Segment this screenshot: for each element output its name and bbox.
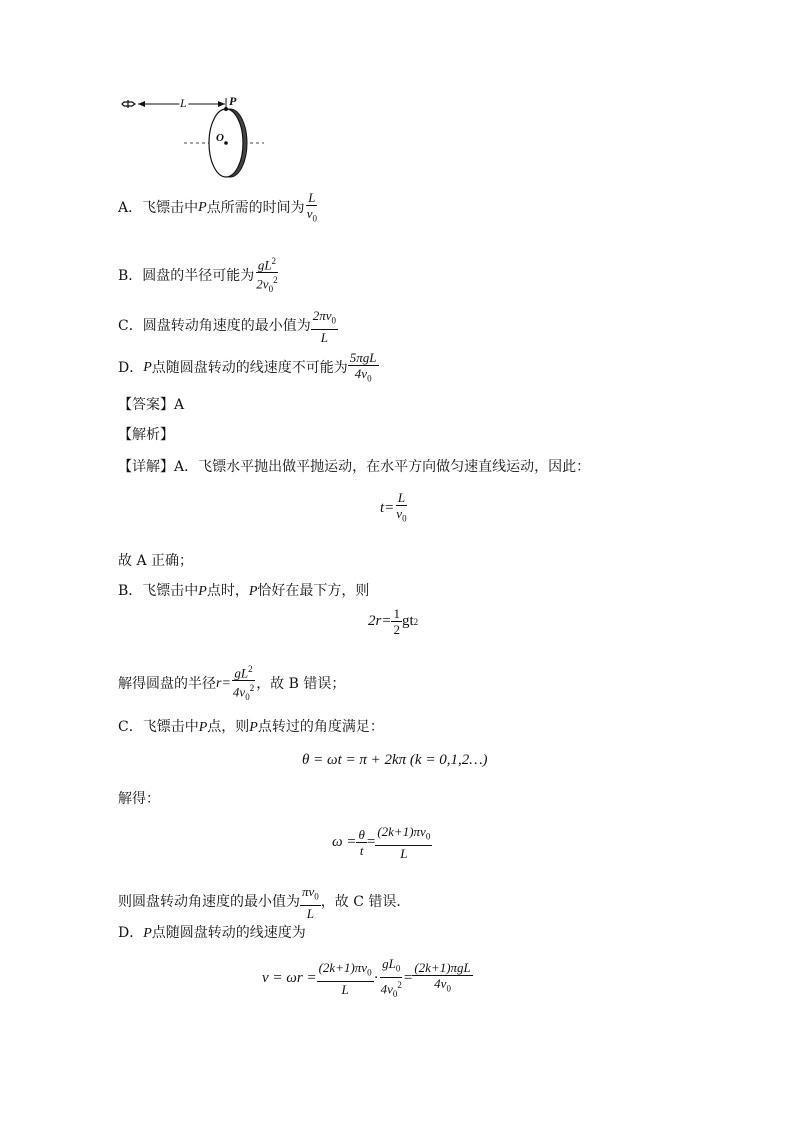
b-line — [118, 582, 369, 601]
eq5-den2-sup: 2 — [397, 979, 402, 990]
eq5-fraction-1 — [317, 960, 374, 997]
d-line-pre: D． — [118, 925, 144, 941]
solve-label: 解得： — [118, 791, 160, 807]
eq1-lhs: t= — [380, 499, 395, 516]
option-c-num-sub: 0 — [331, 315, 337, 326]
eq5-den3-sub: 0 — [446, 984, 451, 995]
eq1-num: L — [397, 490, 406, 505]
option-b-num-sup: 2 — [271, 256, 277, 266]
option-c — [118, 308, 338, 345]
option-b-num: gL — [257, 257, 272, 273]
d-line-var: P — [143, 926, 152, 941]
eq5-den2: 4v — [380, 980, 393, 996]
eq1-fraction — [394, 490, 408, 527]
analysis-label: 【解析】 — [118, 427, 174, 443]
eq4-num1: θ — [358, 826, 365, 842]
option-d-fraction — [348, 350, 379, 387]
eq2-rhs-sup: 2 — [413, 616, 419, 627]
c-line-post: 点转过的角度满足： — [257, 719, 384, 735]
equation-3: θ = ωt = π + 2kπ (k = 0,1,2…) — [302, 752, 488, 768]
equation-2 — [368, 606, 418, 637]
c-result-den: L — [306, 905, 315, 921]
option-d-text: 点随圆盘转动的线速度不可能为 — [151, 360, 348, 377]
eq2-den: 2 — [393, 622, 400, 637]
eq2-num: 1 — [393, 606, 400, 621]
b-result — [118, 662, 345, 705]
option-a — [118, 190, 319, 227]
dart-disk-figure — [118, 92, 268, 182]
dart-icon — [122, 100, 135, 108]
c-result-pre: 则圆盘转动角速度的最小值为 — [118, 894, 300, 911]
option-a-var: P — [198, 200, 207, 216]
eq4-num2-sub: 0 — [425, 831, 431, 842]
b-result-num: gL — [234, 665, 249, 681]
b-result-den-sub: 0 — [245, 692, 250, 703]
option-c-fraction — [311, 308, 338, 345]
b-result-fraction — [231, 662, 256, 705]
eq4-eq: = — [366, 833, 376, 850]
c-result — [118, 884, 410, 921]
option-a-fraction — [305, 190, 319, 227]
b-line-mid: 点时， — [206, 583, 249, 599]
eq4-fraction-2 — [375, 824, 432, 861]
option-b-den-sup: 2 — [273, 275, 278, 286]
figure-label-L: L — [180, 96, 187, 110]
detail-a: 【详解】A．飞镖水平抛出做平抛运动，在水平方向做匀速直线运动，因此： — [118, 459, 591, 475]
d-line-post: 点随圆盘转动的线速度为 — [151, 925, 306, 941]
eq5-den2-sub: 0 — [392, 988, 398, 999]
c-line — [118, 718, 384, 737]
c-result-num-sub: 0 — [314, 891, 319, 902]
eq5-lhs: v = ωr = — [262, 970, 317, 987]
b-result-pre: 解得圆盘的半径 — [118, 675, 216, 692]
eq5-fraction-2 — [379, 956, 404, 1002]
option-c-num: 2πv — [312, 308, 332, 323]
option-b-fraction — [254, 254, 279, 297]
option-d-den-sub: 0 — [367, 373, 372, 384]
eq2-lhs: 2r= — [368, 613, 392, 629]
option-a-den: v — [306, 206, 313, 221]
option-c-text: C．圆盘转动角速度的最小值为 — [118, 318, 311, 335]
c-line-pre: C．飞镖击中 — [118, 719, 199, 735]
b-result-den-sup: 2 — [249, 683, 255, 694]
eq4-lhs: ω = — [332, 833, 357, 850]
b-line-var2: P — [248, 584, 258, 599]
eq5-num2: gL — [382, 956, 396, 971]
eq4-den1: t — [359, 842, 364, 858]
eq4-den2: L — [400, 845, 408, 861]
eq5-num2-sub: 0 — [395, 963, 401, 974]
b-result-den: 4v — [232, 684, 246, 700]
c-line-mid: 点，则 — [207, 719, 250, 735]
c-result-post: ，故 C 错误． — [320, 894, 411, 911]
option-d-var: D． — [118, 360, 144, 377]
option-d — [118, 350, 379, 387]
eq5-dot: · — [373, 970, 379, 987]
eq5-den1: L — [341, 982, 349, 998]
eq1-den-sub: 0 — [402, 513, 407, 524]
c-result-fraction — [300, 884, 321, 921]
option-b-text: B．圆盘的半径可能为 — [118, 267, 255, 284]
eq4-num2: (2k+1)πv — [377, 824, 426, 839]
option-a-text2: 点所需的时间为 — [206, 200, 305, 217]
option-c-den: L — [320, 329, 328, 345]
eq4-fraction-1 — [356, 827, 366, 858]
answer-label: 【答案】A — [118, 397, 185, 413]
eq2-fraction — [391, 606, 402, 637]
eq5-num3: (2k+1)πgL — [414, 960, 471, 976]
option-b-den-sub: 0 — [268, 284, 274, 295]
option-a-den-sub: 0 — [312, 213, 317, 224]
b-result-post: ，故 B 错误； — [256, 675, 346, 692]
option-d-var2: P — [143, 360, 152, 376]
option-d-num: 5πgL — [349, 350, 377, 365]
b-result-num-sup: 2 — [248, 664, 253, 674]
eq2-rhs: gt — [401, 613, 414, 629]
a-correct: 故 A 正确； — [118, 553, 194, 569]
option-b-den: 2v — [256, 276, 269, 292]
c-result-num: πv — [302, 884, 315, 899]
eq5-fraction-3 — [412, 960, 472, 997]
option-d-den: 4v — [354, 366, 368, 381]
equation-4 — [332, 824, 432, 861]
eq5-eq: = — [403, 970, 413, 987]
figure-label-P: P — [229, 94, 237, 108]
b-line-var: P — [198, 584, 207, 599]
option-a-num: L — [308, 190, 316, 205]
figure-label-O: O — [216, 132, 224, 144]
c-line-var2: P — [249, 720, 258, 735]
b-result-lhs: r= — [216, 675, 231, 691]
c-line-var: P — [198, 720, 208, 735]
equation-1 — [380, 490, 409, 527]
b-line-pre: B．飞镖击中 — [118, 583, 199, 599]
b-line-post: 恰好在最下方，则 — [257, 583, 370, 599]
d-line — [118, 924, 306, 943]
eq5-num1: (2k+1)πv — [318, 960, 368, 976]
eq5-num1-sub: 0 — [367, 968, 372, 979]
equation-5 — [262, 956, 473, 1002]
eq5-den3: 4v — [434, 976, 447, 992]
eq1-den: v — [396, 506, 403, 521]
option-a-text: A．飞镖击中 — [118, 200, 199, 217]
option-b — [118, 254, 280, 297]
